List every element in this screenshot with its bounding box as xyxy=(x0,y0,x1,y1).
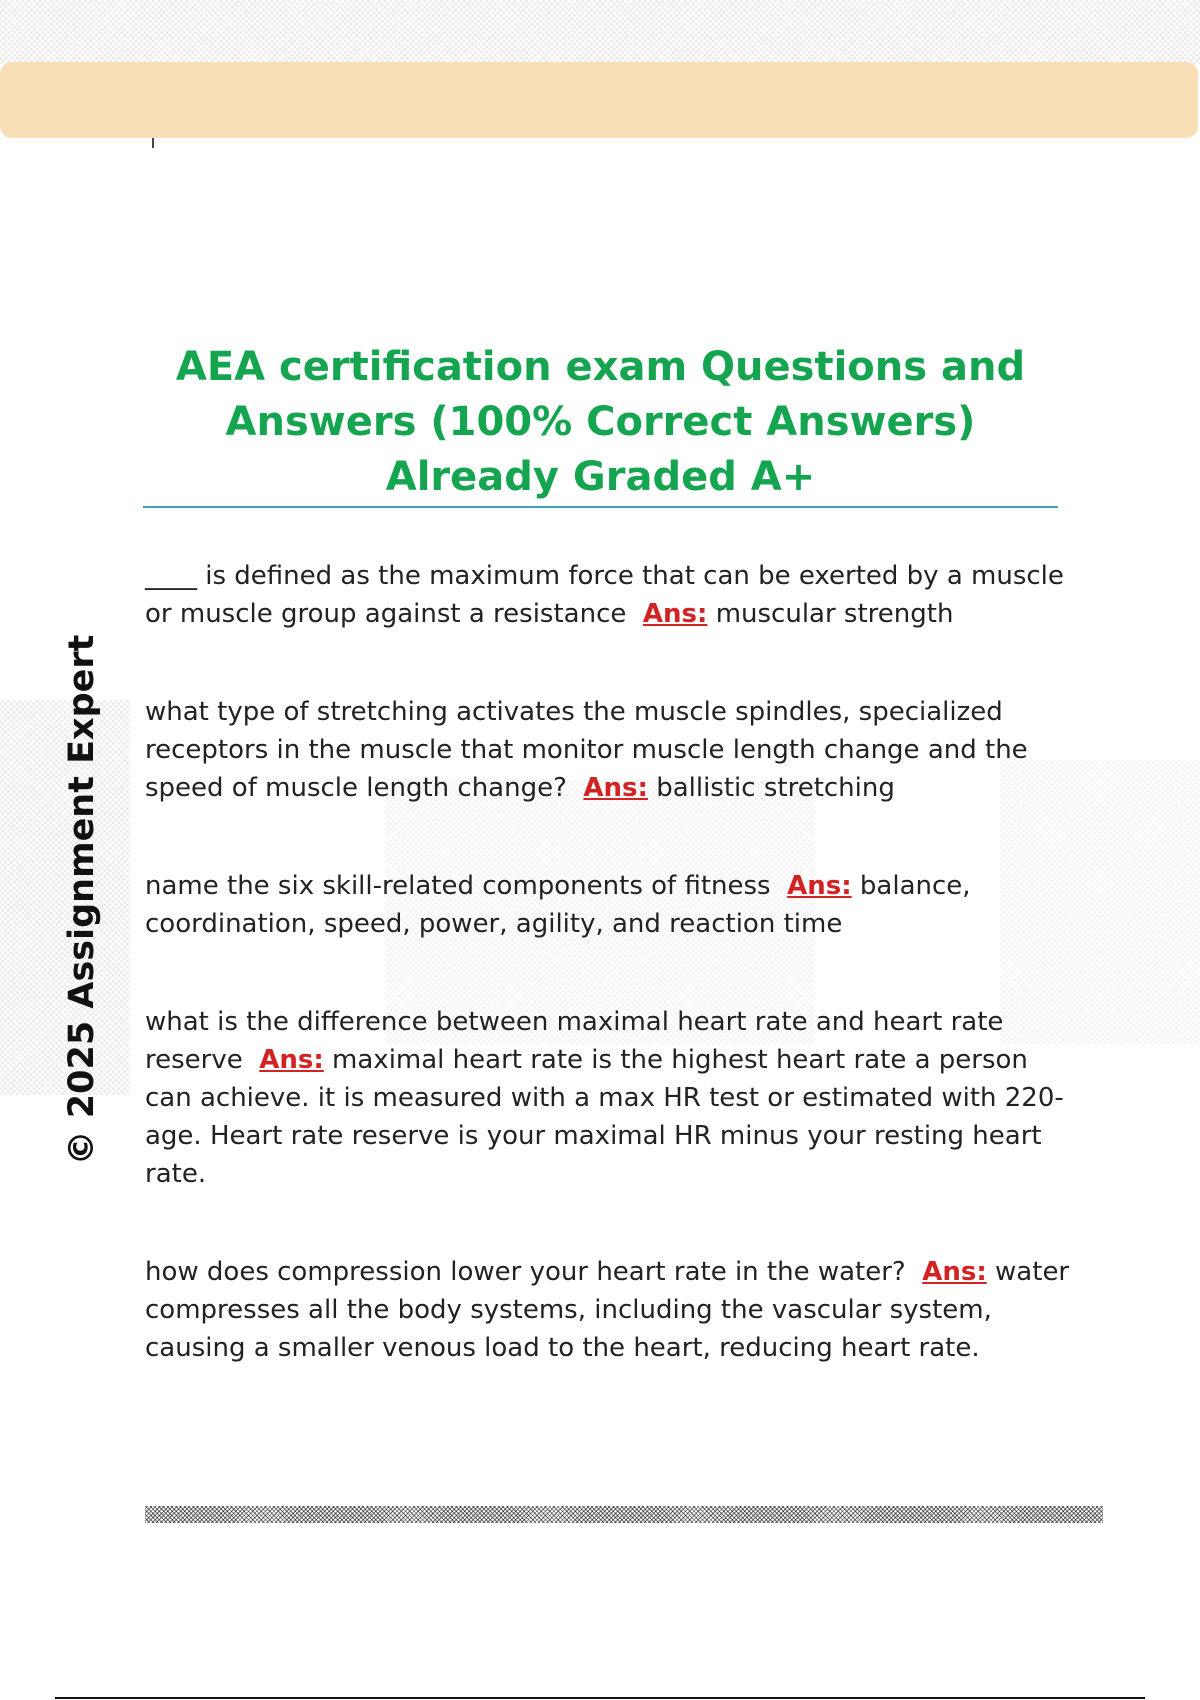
header-banner xyxy=(0,62,1198,138)
qa-item xyxy=(145,1253,1070,1367)
question-text: what is the difference between maximal heart rate and heart rate reserve xyxy=(145,1007,1004,1075)
footer-rule xyxy=(55,1697,1145,1699)
qa-item xyxy=(145,693,1070,807)
answer-marker: Ans: xyxy=(583,773,648,803)
qa-list xyxy=(145,557,1070,1367)
answer-text: water compresses all the body systems, including the vascular system, causing a smaller venous load to the heart, reducing heart rate. xyxy=(145,1257,1070,1363)
document-title: AEA certification exam Questions and Answers (100% Correct Answers) Already Graded A+ xyxy=(175,344,1026,500)
answer-text: ballistic stretching xyxy=(656,773,895,803)
answer-marker: Ans: xyxy=(642,599,708,629)
copyright-watermark: © 2025 Assignment Expert xyxy=(62,634,102,1166)
answer-text: balance, coordination, speed, power, agility, and reaction time xyxy=(145,871,971,939)
question-text: ____ is defined as the maximum force that can be exerted by a muscle or muscle group against a resistance xyxy=(145,561,1064,629)
qa-item xyxy=(145,557,1070,633)
qa-item xyxy=(145,867,1070,943)
answer-text: maximal heart rate is the highest heart rate a person can achieve. it is measured with a max HR test or estimated with 220- age. Heart rate reserve is your maximal HR minus your resting heart rate. xyxy=(145,1045,1064,1189)
question-text: name the six skill-related components of fitness xyxy=(145,871,771,901)
header-tick-mark xyxy=(152,138,154,148)
qa-item xyxy=(145,1003,1070,1193)
answer-marker: Ans: xyxy=(787,871,852,901)
bottom-pattern-strip xyxy=(145,1506,1103,1523)
title-underline xyxy=(143,506,1058,508)
answer-text: muscular strength xyxy=(715,599,954,629)
top-pattern-band xyxy=(0,0,1200,64)
question-text: how does compression lower your heart rate in the water? xyxy=(145,1257,906,1287)
answer-marker: Ans: xyxy=(922,1257,987,1287)
question-text: what type of stretching activates the muscle spindles, specialized receptors in the muscle that monitor muscle length change and the speed of muscle length change? xyxy=(145,697,1028,803)
answer-marker: Ans: xyxy=(259,1045,324,1075)
